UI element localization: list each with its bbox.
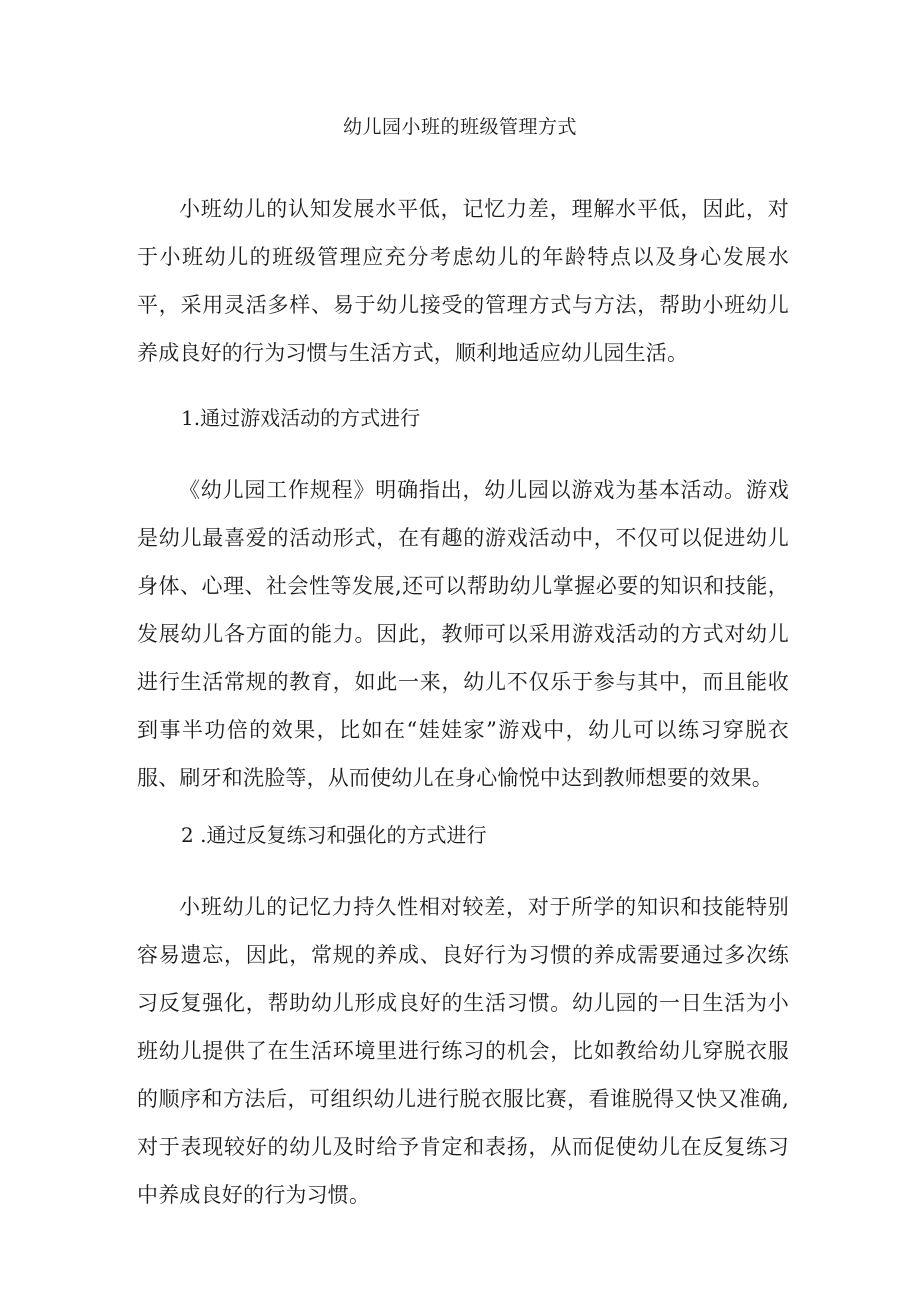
section-1-paragraph: 《幼儿园工作规程》明确指出，幼儿园以游戏为基本活动。游戏是幼儿最喜爱的活动形式，在有趣的游戏活动中，不仅可以促进幼儿身体、心理、社会性等发展,还可以帮助幼儿掌握必要的知识和技能，发展幼儿各方面的能力。因此，教师可以采用游戏活动的方式对幼儿进行生活常规的教育，如此一来，幼儿不仅乐于参与其中，而且能收到事半功倍的效果，比如在“娃娃家”游戏中，幼儿可以练习穿脱衣服、刷牙和洗脸等，从而使幼儿在身心愉悦中达到教师想要的效果。 [137,478,789,790]
section-heading-1: 1.通过游戏活动的方式进行 [181,406,421,430]
document-title: 幼儿园小班的班级管理方式 [342,116,577,138]
intro-paragraph: 小班幼儿的认知发展水平低，记忆力差，理解水平低，因此，对于小班幼儿的班级管理应充分考虑幼儿的年龄特点以及身心发展水平，采用灵活多样、易于幼儿接受的管理方式与方法，帮助小班幼儿养成良好的行为习惯与生活方式，顺利地适应幼儿园生活。 [137,197,789,365]
section-heading-2: 2 .通过反复练习和强化的方式进行 [181,823,487,847]
section-2-paragraph: 小班幼儿的记忆力持久性相对较差，对于所学的知识和技能特别容易遗忘，因此，常规的养成、良好行为习惯的养成需要通过多次练习反复强化，帮助幼儿形成良好的生活习惯。幼儿园的一日生活为小班幼儿提供了在生活环境里进行练习的机会，比如教给幼儿穿脱衣服的顺序和方法后，可组织幼儿进行脱衣服比赛，看谁脱得又快又准确,对于表现较好的幼儿及时给予肯定和表扬，从而促使幼儿在反复练习中养成良好的行为习惯。 [137,895,789,1207]
